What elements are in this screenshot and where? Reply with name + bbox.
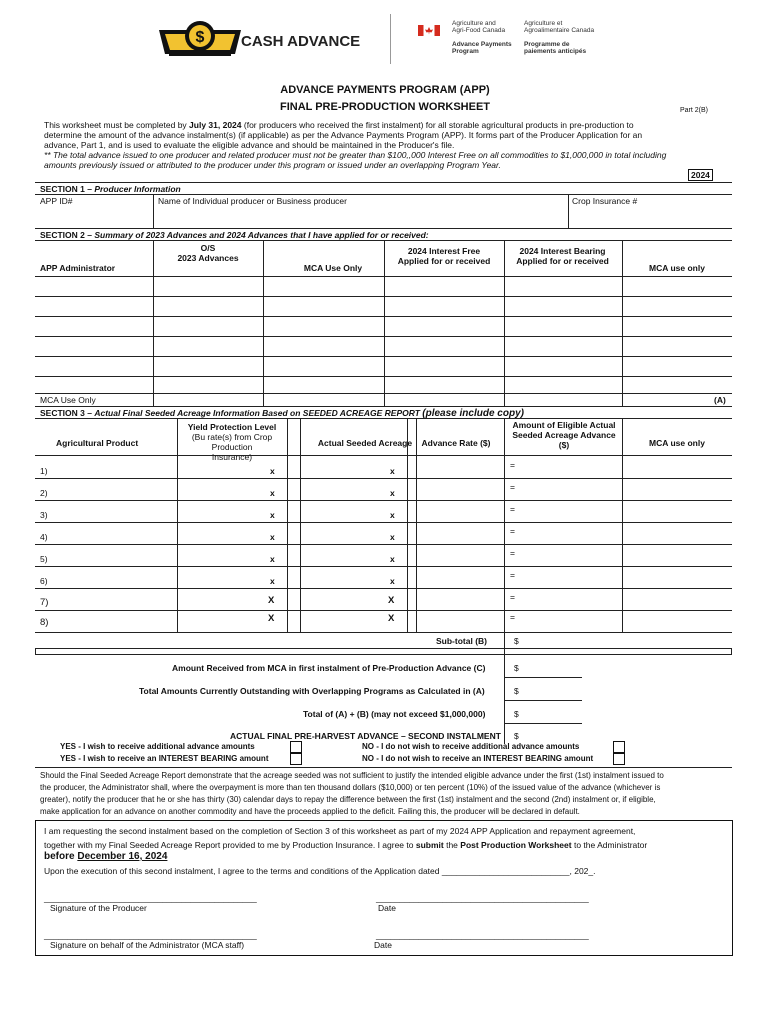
- part-label: Part 2(B): [680, 107, 709, 114]
- option-yes-additional: YES - I wish to receive additional advance amounts: [60, 742, 255, 751]
- gov-en: Agriculture and Agri-Food Canada: [452, 20, 506, 34]
- option-no-additional: NO - I do not wish to receive additional advance amounts: [362, 742, 580, 751]
- col-interest-bearing: 2024 Interest Bearing Applied for or received: [516, 246, 609, 266]
- row-3[interactable]: 3) x x =: [40, 504, 515, 520]
- total-ab-dollar[interactable]: $: [514, 709, 519, 719]
- prog-fr: Programme de paiements anticipés: [524, 41, 587, 55]
- app-id-label: APP ID#: [40, 196, 73, 206]
- date2-line[interactable]: _____________________________________________: [376, 930, 589, 940]
- final-dollar[interactable]: $: [514, 731, 519, 741]
- col-eligible-amount: Amount of Eligible Actual Seeded Acreage Advance ($): [512, 420, 616, 450]
- gov-fr: Agriculture et Agroalimentaire Canada: [524, 20, 595, 34]
- canada-flag-icon: [418, 23, 440, 34]
- row-5[interactable]: 5) x x =: [40, 548, 515, 564]
- col-agricultural-product: Agricultural Product: [56, 438, 139, 448]
- section1-heading: SECTION 1 – Producer Information: [40, 184, 181, 194]
- col-app-admin: APP Administrator: [40, 263, 116, 273]
- header-divider: [390, 14, 391, 64]
- row-1[interactable]: 1) x x =: [40, 460, 515, 476]
- year-box: 2024: [688, 169, 713, 181]
- col-interest-free: 2024 Interest Free Applied for or received: [397, 246, 491, 266]
- producer-signature-label: Signature of the Producer: [50, 903, 147, 913]
- checkbox-yes-additional[interactable]: [290, 741, 302, 753]
- date2-label: Date: [374, 940, 392, 950]
- actual-final-advance: ACTUAL FINAL PRE-HARVEST ADVANCE – SECOND INSTALMENT: [230, 731, 501, 741]
- agreement-text: Upon the execution of this second instalment, I agree to the terms and conditions of the Application dated ___________________________, 202_.: [44, 866, 596, 876]
- option-no-interest-bearing: NO - I do not wish to receive an INTEREST BEARING amount: [362, 754, 594, 763]
- col-yield-protection: Yield Protection Level (Bu rate(s) from Crop Production Insurance): [187, 422, 277, 462]
- page-title-line2: FINAL PRE-PRODUCTION WORKSHEET: [279, 101, 491, 113]
- col-advance-rate: Advance Rate ($): [421, 438, 491, 448]
- request-text: I am requesting the second instalment based on the completion of Section 3 of this worksheet as part of my 2024 APP Application and repayment agreement, together with my Final Seeded Acreage Report provided to me by Production Insurance. I agree to submit the Post Production Worksheet to the Administrator: [44, 826, 648, 850]
- date1-label: Date: [378, 903, 396, 913]
- section3-heading: SECTION 3 – Actual Final Seeded Acreage Information Based on SEEDED ACREAGE REPORT (please include copy): [40, 408, 524, 419]
- checkbox-no-interest-bearing[interactable]: [613, 753, 625, 765]
- deadline: before December 16, 2024: [44, 851, 168, 862]
- col-mca-use-only: MCA Use Only: [303, 263, 363, 273]
- total-a-plus-b: Total of (A) + (B) (may not exceed $1,000,000): [303, 709, 486, 719]
- row-6[interactable]: 6) x x =: [40, 570, 515, 586]
- row-2[interactable]: 2) x x =: [40, 482, 515, 498]
- col-seeded-acreage: Actual Seeded Acreage: [317, 438, 413, 448]
- admin-signature-line[interactable]: _____________________________________________: [44, 930, 257, 940]
- page-title-line1: ADVANCE PAYMENTS PROGRAM (APP): [280, 84, 490, 96]
- prog-en: Advance Payments Program: [452, 41, 512, 55]
- app-id-field[interactable]: [36, 206, 152, 228]
- amount-c-dollar[interactable]: $: [514, 663, 519, 673]
- admin-signature-label: Signature on behalf of the Administrator (MCA staff): [50, 940, 245, 950]
- mca-use-only-row: MCA Use Only: [40, 395, 96, 405]
- coin-shield-icon: [155, 16, 245, 64]
- row-8[interactable]: 8) X X =: [40, 612, 515, 628]
- crop-insurance-field[interactable]: [569, 206, 731, 228]
- col-mca-use-only-2: MCA use only: [649, 263, 705, 273]
- checkbox-no-additional[interactable]: [613, 741, 625, 753]
- outstanding-dollar[interactable]: $: [514, 686, 519, 696]
- section2-heading: SECTION 2 – Summary of 2023 Advances and 2024 Advances that I have applied for or received:: [40, 230, 429, 240]
- producer-signature-line[interactable]: _____________________________________________: [44, 893, 257, 903]
- producer-name-field[interactable]: [154, 206, 567, 228]
- col-mca-use-only-3: MCA use only: [649, 438, 705, 448]
- subtotal-label: Sub-total (B): [436, 636, 487, 646]
- col-os-2023: O/S 2023 Advances: [177, 243, 239, 263]
- amount-received-c: Amount Received from MCA in first instalment of Pre-Production Advance (C): [172, 663, 486, 673]
- svg-text:$: $: [195, 29, 205, 46]
- subtotal-dollar[interactable]: $: [514, 636, 519, 646]
- row-4[interactable]: 4) x x =: [40, 526, 515, 542]
- checkbox-yes-interest-bearing[interactable]: [290, 753, 302, 765]
- section2-table-body[interactable]: [36, 277, 731, 392]
- option-yes-interest-bearing: YES - I wish to receive an INTEREST BEARING amount: [60, 754, 269, 763]
- row-7[interactable]: 7) X X =: [40, 592, 515, 608]
- mark-a: (A): [714, 395, 726, 405]
- intro-paragraph: This worksheet must be completed by July 31, 2024 (for producers who received the first instalment) for all storable agricultural products in pre-production to determine the amount of the advance instalment(s) (if applicable) as per the Advance Payments Program (APP). It forms part of the Producer Application for an advance, Part 1, and is used to evaluate the eligible advance and should be maintained in the Producer's file. ** The total advance issued to one producer and related producer must not be greater than $100,,000 Interest Free on all commodities to $1,000,000 in total including amounts previously issued or attributed to the producer under this program or issued under an overlapping Program Year.: [44, 120, 667, 170]
- producer-name-label: Name of Individual producer or Business producer: [158, 196, 347, 206]
- crop-insurance-label: Crop Insurance #: [572, 196, 638, 206]
- date1-line[interactable]: _____________________________________________: [376, 893, 589, 903]
- logo-text: CASH ADVANCE: [241, 33, 361, 50]
- total-outstanding-a: Total Amounts Currently Outstanding with Overlapping Programs as Calculated in (A): [139, 686, 485, 696]
- overpayment-notice: Should the Final Seeded Acreage Report demonstrate that the acreage seeded was not sufficient to justify the intended eligible advance under the first (1st) instalment issued to the producer, the Administrator shall, where the overpayment is more than ten thousand dollars ($10,000) or ten percent (10%) of the issued value of the advance (whichever is greater), notify the producer that he or she has thirty (30) calendar days to repay the difference between the first (1st) instalment and the second (2nd) instalment or, if eligible, make application for an advance on another commodity and have the proceeds applied to the deficit. Failing this, the producer will be declared in default.: [40, 771, 664, 816]
- cash-advance-logo: [155, 16, 365, 64]
